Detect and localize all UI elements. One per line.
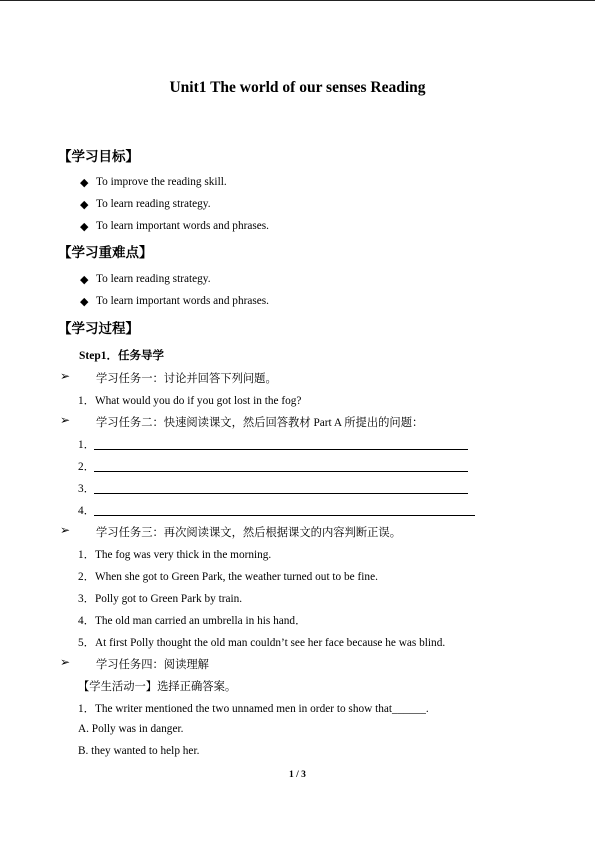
answer-blank-line[interactable]	[94, 515, 475, 516]
task4-label: 学习任务四：阅读理解	[96, 659, 209, 671]
task1-question: 1．What would you do if you got lost in the fog?	[78, 395, 302, 407]
page-top-border	[0, 0, 595, 1]
objective-item: To learn important words and phrases.	[96, 220, 270, 232]
arrow-bullet-icon: ➢	[60, 369, 71, 383]
true-false-item: 1．The fog was very thick in the morning.	[78, 549, 272, 561]
answer-blank-line[interactable]	[94, 449, 468, 450]
objective-item: To improve the reading skill.	[96, 176, 227, 188]
arrow-bullet-icon: ➢	[60, 413, 71, 427]
arrow-bullet-icon: ➢	[60, 655, 71, 669]
diamond-bullet-icon: ◆	[80, 296, 89, 308]
page-title: Unit1 The world of our senses Reading	[169, 79, 426, 96]
arrow-bullet-icon: ➢	[60, 523, 71, 537]
key-points-heading: 【学习重难点】	[58, 245, 153, 260]
diamond-bullet-icon: ◆	[80, 199, 89, 211]
true-false-item: 2．When she got to Green Park, the weather turned out to be fine.	[78, 571, 378, 583]
answer-line-number: 4．	[78, 505, 95, 517]
answer-line-number: 2．	[78, 461, 95, 473]
step1-label: Step1．任务导学	[79, 350, 164, 362]
process-heading: 【学习过程】	[58, 321, 139, 336]
page-number: 1 / 3	[289, 770, 306, 780]
objective-item: To learn reading strategy.	[96, 198, 211, 210]
diamond-bullet-icon: ◆	[80, 221, 89, 233]
answer-blank-line[interactable]	[94, 493, 468, 494]
activity1-question: 1．The writer mentioned the two unnamed men in order to show that______.	[78, 703, 429, 715]
option-b: B. they wanted to help her.	[78, 745, 200, 757]
answer-blank-line[interactable]	[94, 471, 468, 472]
task3-label: 学习任务三：再次阅读课文，然后根据课文的内容判断正误。	[96, 527, 402, 539]
task1-label: 学习任务一：讨论并回答下列问题。	[96, 373, 277, 385]
diamond-bullet-icon: ◆	[80, 177, 89, 189]
key-point-item: To learn reading strategy.	[96, 273, 211, 285]
answer-line-number: 3．	[78, 483, 95, 495]
activity1-label: 【学生活动一】选择正确答案。	[78, 681, 237, 693]
objectives-heading: 【学习目标】	[58, 149, 139, 164]
true-false-item: 5．At first Polly thought the old man couldn’t see her face because he was blind.	[78, 637, 446, 649]
key-point-item: To learn important words and phrases.	[96, 295, 270, 307]
answer-line-number: 1．	[78, 439, 95, 451]
option-a: A. Polly was in danger.	[78, 723, 184, 735]
true-false-item: 3．Polly got to Green Park by train.	[78, 593, 243, 605]
diamond-bullet-icon: ◆	[80, 274, 89, 286]
true-false-item: 4．The old man carried an umbrella in his hand．	[78, 615, 307, 627]
task2-label: 学习任务二：快速阅读课文，然后回答教材 Part A 所提出的问题：	[96, 417, 424, 429]
